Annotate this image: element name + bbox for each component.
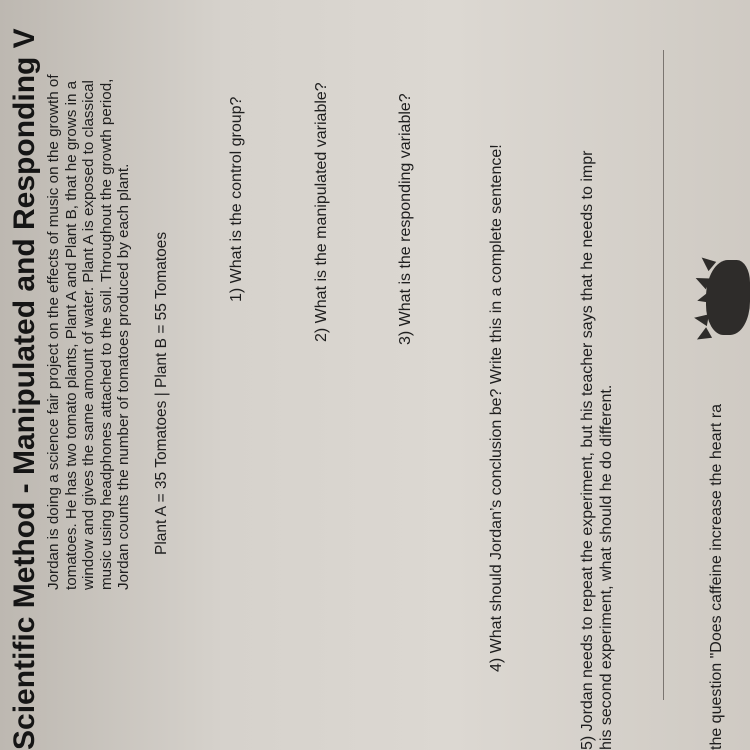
clipart-illustration (706, 260, 750, 335)
question-1: 1) What is the control group? (228, 96, 245, 302)
question-3: 3) What is the responding variable? (397, 93, 414, 345)
intro-line: music using headphones attached to the soil. Throughout the growth period, (97, 78, 115, 590)
intro-line: window and gives the same amount of water. Plant A is exposed to classical (80, 80, 97, 590)
divider-line (663, 50, 664, 700)
question-4: 4) What should Jordan’s conclusion be? Write this in a complete sentence! (488, 144, 505, 672)
plant-results: Plant A = 35 Tomatoes | Plant B = 55 Tomatoes (153, 231, 170, 555)
question-5-line-1: 5) Jordan needs to repeat the experiment, but his teacher says that he needs to impr (579, 150, 596, 750)
intro-line: Jordan is doing a science fair project on the effects of music on the growth of (45, 74, 62, 590)
intro-line: Jordan counts the number of tomatoes produced by each plant. (115, 163, 132, 590)
clipart-spike (694, 327, 712, 344)
question-2: 2) What is the manipulated variable? (313, 82, 330, 342)
worksheet-title: Scientific Method - Manipulated and Responding V (8, 28, 41, 750)
intro-line: tomatoes. He has two tomato plants, Plant A and Plant B, that he grows in a (62, 80, 80, 590)
question-5 (578, 151, 616, 750)
intro-paragraph (45, 50, 133, 590)
question-5-line-2: his second experiment, what should he do different. (598, 384, 615, 750)
next-question-fragment: the question "Does caffeine increase the heart ra (708, 403, 725, 750)
